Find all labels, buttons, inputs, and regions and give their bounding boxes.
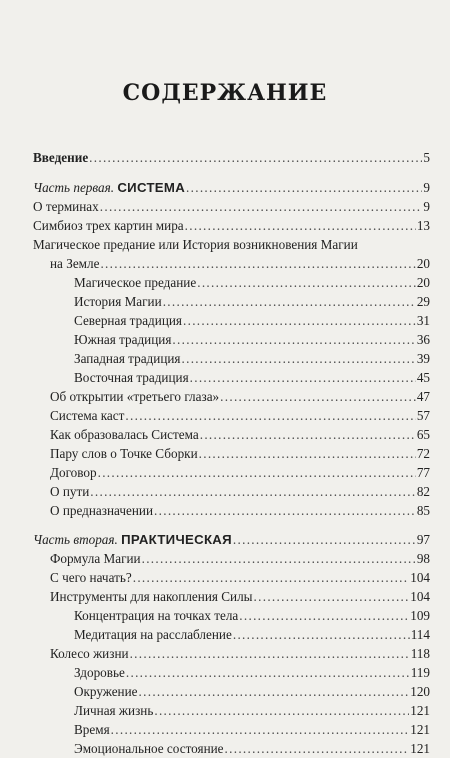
leader-dots [154,701,409,720]
toc-entry-label: Введение [33,150,89,165]
leader-dots [225,739,410,758]
toc-entry-label: Об открытии «третьего глаза» [50,389,220,404]
part-name: СИСТЕМА [117,180,186,195]
toc-entry-legend-line1[interactable]: Магическое предание или История возникновения Магии [33,237,358,252]
leader-dots [183,311,416,330]
toc-entry[interactable] [33,682,430,701]
toc-page-number: 82 [416,484,430,499]
leader-dots [126,663,410,682]
leader-dots [89,148,422,167]
toc-entry-label: Окружение [74,684,138,699]
leader-dots [186,178,422,197]
toc-entry[interactable] [33,644,430,663]
toc-entry[interactable] [33,701,430,720]
toc-entry-label: Южная традиция [74,332,172,347]
leader-dots [254,587,410,606]
leader-dots [182,349,416,368]
toc-entry[interactable] [33,197,430,216]
toc-page-number: 114 [410,627,430,642]
toc-entry-label: Время [74,722,110,737]
toc-entry[interactable] [33,349,430,368]
leader-dots [172,330,415,349]
toc-page-number: 120 [410,684,430,699]
leader-dots [90,482,416,501]
toc-page-number: 121 [410,741,430,756]
toc-entry-label: О терминах [33,199,99,214]
toc-page-number: 104 [410,589,430,604]
toc-entry[interactable] [33,216,430,235]
leader-dots [190,368,416,387]
part-name: ПРАКТИЧЕСКАЯ [121,532,232,547]
toc-page-number: 47 [416,389,430,404]
toc-page-number: 77 [416,465,430,480]
toc-entry[interactable] [33,482,430,501]
toc-entry-label: О пути [50,484,90,499]
toc-page-number: 39 [416,351,430,366]
leader-dots [111,720,410,739]
toc-page-number: 9 [423,199,430,214]
toc-entry[interactable] [33,292,430,311]
toc-page-number: 121 [410,722,430,737]
toc-entry[interactable] [33,606,430,625]
toc-entry-label: О предназначении [50,503,154,518]
leader-dots [199,444,416,463]
toc-entry-label: Концентрация на точках тела [74,608,239,623]
toc-page-number: 57 [416,408,430,423]
toc-entry-intro[interactable] [33,148,430,167]
leader-dots [130,644,410,663]
toc-entry[interactable] [33,663,430,682]
toc-page-number: 119 [410,665,430,680]
leader-dots [98,463,416,482]
toc-entry[interactable] [33,425,430,444]
toc-page-number: 65 [416,427,430,442]
toc-part-2[interactable] [33,530,430,549]
toc-page-number: 13 [416,218,430,233]
toc-entry[interactable] [33,444,430,463]
toc-entry-label: Северная традиция [74,313,182,328]
page-title: СОДЕРЖАНИЕ [122,80,328,106]
leader-dots [220,387,416,406]
toc-page-number: 36 [416,332,430,347]
leader-dots [185,216,416,235]
toc-part-1[interactable] [33,178,430,197]
leader-dots [233,530,416,549]
leader-dots [100,197,423,216]
toc-entry[interactable] [33,568,430,587]
toc-entry-label: Колесо жизни [50,646,129,661]
toc-entry[interactable] [33,720,430,739]
toc-entry[interactable] [33,739,430,758]
part-prefix: Часть вторая. [33,532,118,547]
toc-entry[interactable] [33,501,430,520]
toc-entry-label: Формула Магии [50,551,141,566]
toc-entry-label: Договор [50,465,97,480]
toc-entry-label: Эмоциональное состояние [74,741,224,756]
toc-page-number: 109 [410,608,430,623]
leader-dots [163,292,416,311]
toc-entry-label: Медитация на расслабление [74,627,232,642]
leader-dots [154,501,416,520]
leader-dots [125,406,415,425]
toc-entry[interactable] [33,330,430,349]
toc-entry-legend-line2[interactable] [33,254,430,273]
toc-entry-label: Магическое предание [74,275,197,290]
toc-page-number: 85 [416,503,430,518]
leader-dots [100,254,415,273]
toc-entry-label: Восточная традиция [74,370,189,385]
leader-dots [197,273,416,292]
toc-entry-label: на Земле [50,256,100,271]
toc-entry[interactable] [33,387,430,406]
toc-entry[interactable] [33,625,430,644]
toc-entry[interactable] [33,368,430,387]
toc-page-number: 20 [416,275,430,290]
toc-entry-label: Здоровье [74,665,125,680]
toc-page-number: 72 [416,446,430,461]
toc-page-number: 104 [410,570,430,585]
toc-entry[interactable] [33,311,430,330]
toc-entry-label: Симбиоз трех картин мира [33,218,184,233]
part-prefix: Часть первая. [33,180,115,195]
toc-entry[interactable] [33,549,430,568]
toc-entry-label: Как образовалась Система [50,427,199,442]
toc-page-number: 45 [416,370,430,385]
toc-entry-label: Инструменты для накопления Силы [50,589,253,604]
toc-page-number: 31 [416,313,430,328]
toc-entry-label: Система каст [50,408,125,423]
toc-page-number: 98 [416,551,430,566]
toc-entry-label: История Магии [74,294,162,309]
toc-entry-label: Западная традиция [74,351,181,366]
toc-page-number: 97 [416,532,430,547]
toc-page-number: 121 [410,703,430,718]
leader-dots [200,425,416,444]
toc-page-number: 29 [416,294,430,309]
toc-page-number: 9 [423,180,430,195]
toc-entry[interactable] [33,273,430,292]
toc-page-number: 118 [410,646,430,661]
toc-entry-label: Личная жизнь [74,703,154,718]
toc-entry[interactable] [33,463,430,482]
leader-dots [133,568,410,587]
leader-dots [142,549,416,568]
toc-page-number: 20 [416,256,430,271]
toc-entry[interactable] [33,406,430,425]
leader-dots [239,606,409,625]
toc-entry-label: Пару слов о Точке Сборки [50,446,198,461]
toc-entry-label: С чего начать? [50,570,132,585]
toc-entry[interactable] [33,587,430,606]
toc-page-number: 5 [423,150,430,165]
leader-dots [233,625,410,644]
leader-dots [139,682,410,701]
table-of-contents [33,148,430,758]
